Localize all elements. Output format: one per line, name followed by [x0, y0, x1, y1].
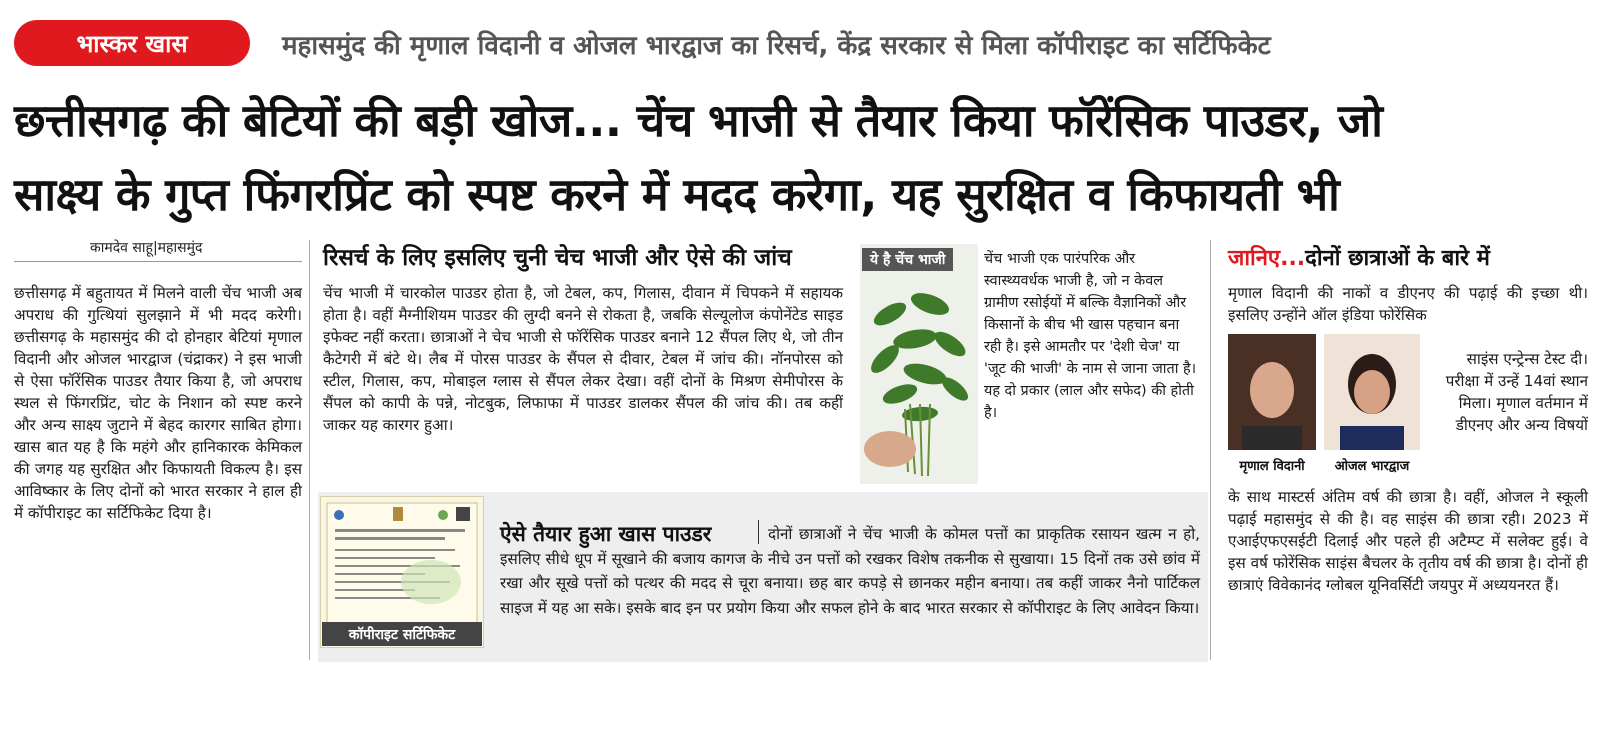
bhaskar-khas-badge: भास्कर खास [14, 20, 250, 66]
byline-author: कामदेव साहू [90, 240, 153, 256]
about-intro: मृणाल विदानी की नाकों व डीएनए की पढ़ाई की इच्छा थी। इसलिए उन्होंने ऑल इंडिया फोरेंसिक [1228, 284, 1588, 324]
caption-ojal: ओजल भारद्वाज [1334, 459, 1410, 474]
plant-tag: ये है चेंच भाजी [862, 248, 953, 271]
byline-place: महासमुंद [157, 240, 203, 256]
ojal-portrait [1324, 334, 1420, 450]
ojal-photo [1324, 334, 1420, 450]
mrinal-photo [1228, 334, 1316, 450]
powder-body: दोनों छात्राओं ने चेंच भाजी के कोमल पत्तों का प्राकृतिक रसायन खत्म न हो, इसलिए सीधे धूप में सूखाने की बजाय कागज के नीचे उन पत्तों को रखकर विशेष तकनीक से सुखाया। 15 दिनों तक उसे छांव में रखा और सूखे पत्तों को पत्थर की मदद से चूरा बनाया। छह बार कपड़े से छानकर महीन बनाया। तब कहीं जाकर नैनो पार्टिकल साइज में यह आ सके। इसके बाद इन पर प्रयोग किया और सफल होने के बाद भारत सरकार से कॉपीराइट के लिए आवेदन किया। [500, 525, 1200, 617]
headline-line-2: साक्ष्य के गुप्त फिंगरप्रिंट को स्पष्ट करने में मदद करेगा, यह सुरक्षित व किफायती भी [14, 168, 1340, 221]
headline [14, 84, 1589, 232]
byline: कामदेव साहू|महासमुंद [90, 240, 203, 256]
research-heading: रिसर्च के लिए इसलिए चुनी चेच भाजी और ऐसे की जांच [323, 245, 792, 271]
about-rest: के साथ मास्टर्स अंतिम वर्ष की छात्रा है। वहीं, ओजल ने स्कूली पढ़ाई महासमुंद से की है। वह साइंस की छात्रा रही। 2023 में एआईएफएसईटी दिलाई और पहले ही अटैम्प्ट में सलेक्ट हुई। वे इस वर्ष फोरेंसिक साइंस बैचलर के तृतीय वर्ष की छात्रा है। दोनों ही छात्राएं विवेकानंद ग्लोबल यूनिवर्सिटी जयपुर में अध्ययनरत हैं। [1228, 488, 1588, 594]
about-heading-rest: दोनों छात्राओं के बारे में [1305, 246, 1490, 271]
left-column-text: छत्तीसगढ़ में बहुतायत में मिलने वाली चेंच भाजी अब अपराध की गुत्थियां सुलझाने में भी मदद करेगी। छत्तीसगढ़ के महासमुंद की दो होनहार बेटियां मृणाल विदानी और ओजल भारद्वाज (चंद्राकर) ने इस भाजी से ऐसा फॉरेंसिक पाउडर तैयार किया है, जो अपराध स्थल से फिंगरप्रिंट, चोट के निशान को स्पष्ट करने और अन्य साक्ष्य जुटाने में बेहद कारगर साबित होगा। खास बात यह है कि महंगे और हानिकारक केमिकल की जगह यह सुरक्षित और किफायती विकल्प है। इस आविष्कार के लिए दोनों को भारत सरकार ने हाल ही में कॉपीराइट का सर्टिफिकेट दिया है। [14, 284, 302, 522]
about-side-text: साइंस एन्ट्रेन्स टेस्ट दी। परीक्षा में उन्हें 14वां स्थान मिला। मृणाल वर्तमान में डीएनए और अन्य विषयों [1445, 350, 1588, 434]
about-heading [1228, 242, 1490, 272]
chench-bhaji-image [860, 244, 978, 484]
headline-line-1: छत्तीसगढ़ की बेटियों की बड़ी खोज... चेंच भाजी से तैयार किया फॉरेंसिक पाउडर, जो [14, 94, 1383, 147]
kicker-line: महासमुंद की मृणाल विदानी व ओजल भारद्वाज का रिसर्च, केंद्र सरकार से मिला कॉपीराइट का सर्टिफिकेट [282, 31, 1271, 61]
certificate-caption: कॉपीराइट सर्टिफिकेट [322, 622, 482, 646]
plant-photo [860, 244, 978, 484]
mrinal-portrait [1228, 334, 1316, 450]
column-divider-2 [1210, 240, 1211, 660]
about-heading-red: जानिए... [1228, 246, 1306, 271]
plant-description: चेंच भाजी एक पारंपरिक और स्वास्थ्यवर्धक भाजी है, जो न केवल ग्रामीण रसोईयों में बल्कि वैज्ञानिकों और किसानों के बीच भी खास पहचान बना रही है। इसे आमतौर पर 'देशी चेज' या 'जूट की भाजी' के नाम से जाना जाता है। यह दो प्रकार (लाल और सफेद) की होती है। [984, 251, 1197, 421]
research-body: चेंच भाजी में चारकोल पाउडर होता है, जो टेबल, कप, गिलास, दीवान में चिपकने में सहायक होता है। वहीं मैग्नीशियम पाउडर की लुग्दी बनने से रोकता है, जबकि सेल्यूलोज कंपोनेंटेड साइड इफेक्ट नहीं करता। छात्राओं ने चेच भाजी से फॉरेंसिक पाउडर बनाने 12 सैंपल लिए थे, जो तीन कैटेगरी में बंटे थे। लैब में पोरस पाउडर के सैंपल से दीवार, टेबल में जांच की। नॉनपोरस को स्टील, गिलास, कप, मोबाइल ग्लास से सैंपल लेकर देखा। वहीं दोनों के मिश्रण सेमीपोरस के सैंपल को कापी के पन्ने, नोटबुक, लिफाफा में पाउडर डालकर सैंपल की जांच की। तब कहीं जाकर यह कारगर हुआ। [323, 284, 843, 434]
powder-heading: ऐसे तैयार हुआ खास पाउडर [500, 522, 712, 546]
byline-rule [14, 261, 302, 262]
column-divider-1 [309, 240, 310, 660]
caption-mrinal: मृणाल विदानी [1239, 459, 1305, 474]
